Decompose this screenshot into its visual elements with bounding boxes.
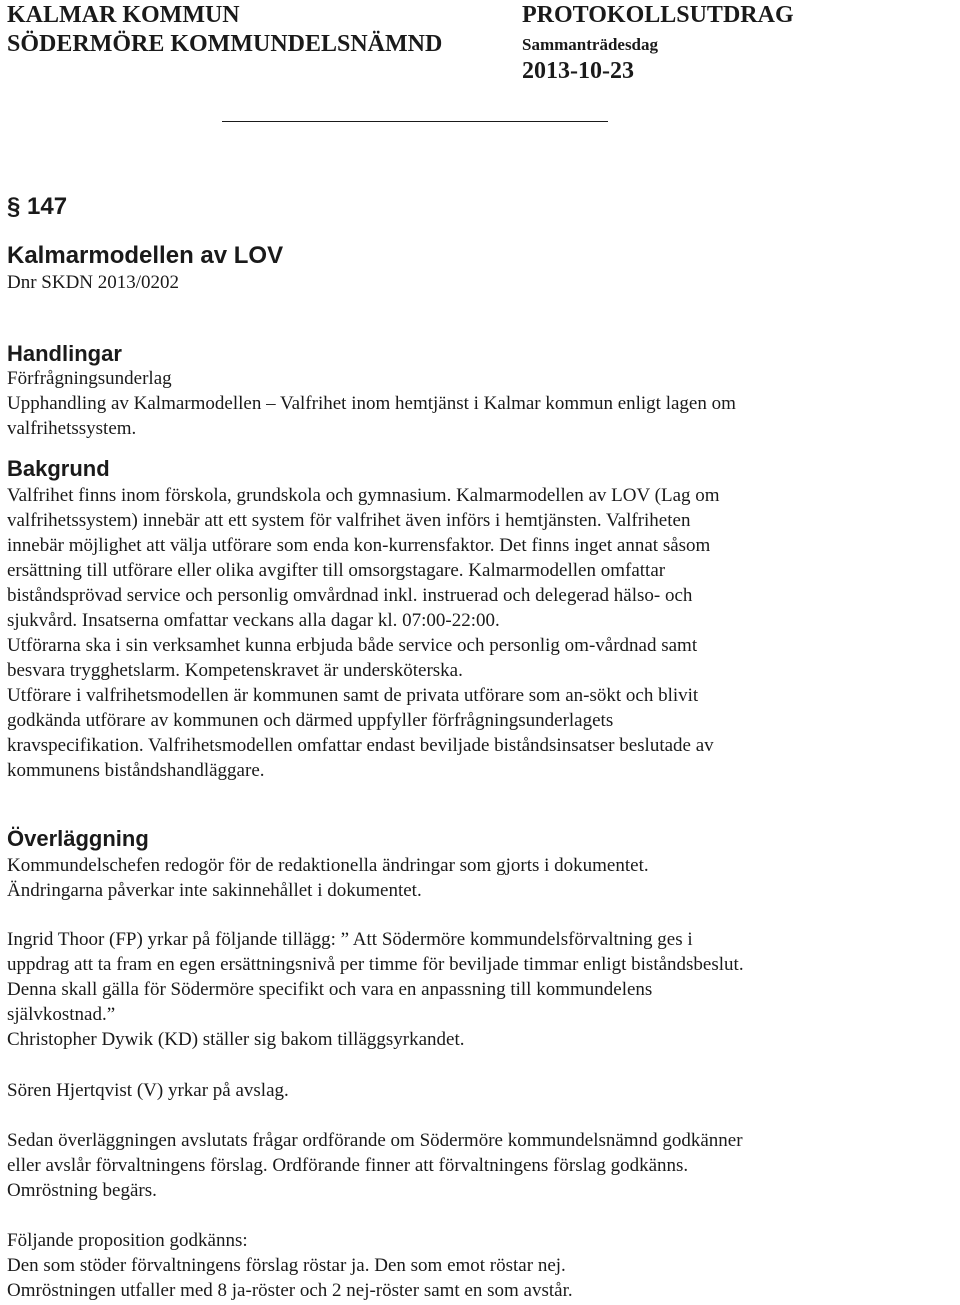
text-line: Kommundelschefen redogör för de redaktionella ändringar som gjorts i dokumentet. bbox=[7, 855, 649, 876]
text-line: Sören Hjertqvist (V) yrkar på avslag. bbox=[7, 1080, 289, 1101]
text-line: kommunens biståndshandläggare. bbox=[7, 760, 265, 781]
section-number: § 147 bbox=[7, 193, 68, 220]
text-line: sjukvård. Insatserna omfattar veckans alla dagar kl. 07:00-22:00. bbox=[7, 610, 500, 631]
text-line: godkända utförare av kommunen och därmed uppfyller förfrågningsunderlagets bbox=[7, 710, 614, 731]
section-title: Kalmarmodellen av LOV bbox=[7, 242, 284, 269]
text-line: Valfrihet finns inom förskola, grundskola och gymnasium. Kalmarmodellen av LOV (Lag om bbox=[7, 485, 720, 506]
text-line: Sedan överläggningen avslutats frågar ordförande om Södermöre kommundelsnämnd godkänner bbox=[7, 1130, 743, 1151]
diary-number: Dnr SKDN 2013/0202 bbox=[7, 272, 180, 293]
overlaggning-para-4 bbox=[7, 1128, 743, 1203]
overlaggning-para-3 bbox=[7, 1078, 289, 1103]
text-line: valfrihetssystem) innebär att ett system för valfrihet även införs i hemtjänsten. Valfriheten bbox=[7, 510, 691, 531]
bakgrund-text bbox=[7, 483, 720, 783]
text-line: eller avslår förvaltningens förslag. Ordförande finner att förvaltningens förslag godkänns. bbox=[7, 1155, 689, 1176]
text-line: kravspecifikation. Valfrihetsmodellen omfattar endast beviljade biståndsinsatser beslutade av bbox=[7, 735, 714, 756]
text-line: innebär möjlighet att välja utförare som enda kon-kurrensfaktor. Det finns inget annat såsom bbox=[7, 535, 711, 556]
overlaggning-para-2 bbox=[7, 927, 744, 1052]
text-line: valfrihetssystem. bbox=[7, 418, 137, 439]
text-line: ersättning till utförare eller olika avgifter till omsorgstagare. Kalmarmodellen omfattar bbox=[7, 560, 666, 581]
text-line: Ingrid Thoor (FP) yrkar på följande tillägg: ” Att Södermöre kommundelsförvaltning ges i bbox=[7, 929, 693, 950]
text-line: Omröstningen utfaller med 8 ja-röster och 2 nej-röster samt en som avstår. bbox=[7, 1280, 573, 1301]
handlingar-text bbox=[7, 366, 736, 441]
text-line: Denna skall gälla för Södermöre specifikt och vara en anpassning till kommundelens bbox=[7, 979, 653, 1000]
text-line: uppdrag att ta fram en egen ersättningsnivå per timme för beviljade timmar enligt biståndsbeslut. bbox=[7, 954, 744, 975]
heading-bakgrund: Bakgrund bbox=[7, 456, 110, 481]
text-line: Ändringarna påverkar inte sakinnehållet i dokumentet. bbox=[7, 880, 422, 901]
text-line: självkostnad.” bbox=[7, 1004, 116, 1025]
text-line: besvara trygghetslarm. Kompetenskravet är undersköterska. bbox=[7, 660, 463, 681]
overlaggning-para-1 bbox=[7, 853, 649, 903]
header-divider bbox=[222, 121, 608, 122]
text-line: Utförarna ska i sin verksamhet kunna erbjuda både service och personlig om-vårdnad samt bbox=[7, 635, 698, 656]
meeting-label: Sammanträdesdag bbox=[522, 35, 659, 54]
heading-handlingar: Handlingar bbox=[7, 341, 122, 366]
overlaggning-para-5 bbox=[7, 1228, 573, 1303]
text-line: Omröstning begärs. bbox=[7, 1180, 157, 1201]
heading-overlaggning: Överläggning bbox=[7, 826, 149, 851]
text-line: Den som stöder förvaltningens förslag röstar ja. Den som emot röstar nej. bbox=[7, 1255, 566, 1276]
text-line: biståndsprövad service och personlig omvårdnad inkl. instruerad och delegerad hälso- och bbox=[7, 585, 693, 606]
document-type: PROTOKOLLSUTDRAG bbox=[522, 2, 794, 28]
board-name: SÖDERMÖRE KOMMUNDELSNÄMND bbox=[7, 31, 443, 57]
text-line: Christopher Dywik (KD) ställer sig bakom tilläggsyrkandet. bbox=[7, 1029, 465, 1050]
municipality-name: KALMAR KOMMUN bbox=[7, 2, 240, 28]
text-line: Följande proposition godkänns: bbox=[7, 1230, 248, 1251]
meeting-date: 2013-10-23 bbox=[522, 58, 634, 84]
text-line: Utförare i valfrihetsmodellen är kommunen samt de privata utförare som an-sökt och blivit bbox=[7, 685, 699, 706]
text-line: Förfrågningsunderlag bbox=[7, 368, 172, 389]
text-line: Upphandling av Kalmarmodellen – Valfrihet inom hemtjänst i Kalmar kommun enligt lagen om bbox=[7, 393, 736, 414]
